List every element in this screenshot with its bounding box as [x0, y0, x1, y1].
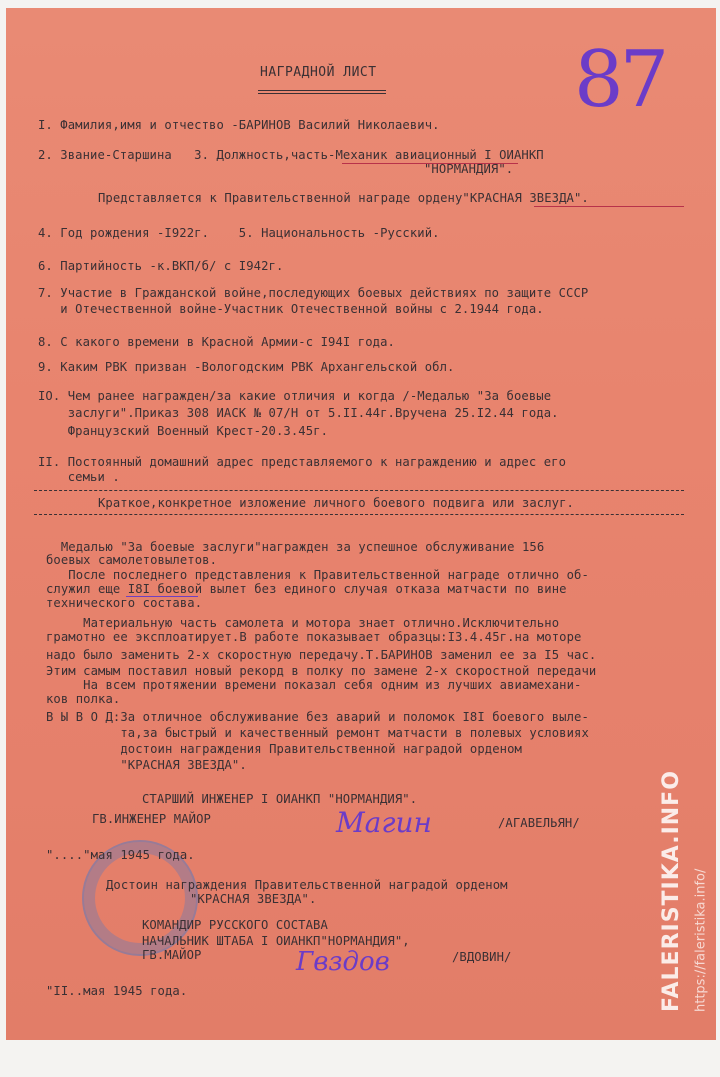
citation-line: служил еще I8I боевой вылет без единого случая отказа матчасти по вине	[46, 582, 567, 596]
field-previous-awards-3: Французский Военный Крест-20.3.45г.	[38, 424, 329, 438]
field-home-address-1: II. Постоянный домашний адрес представляемого к награждению и адрес его	[38, 455, 567, 469]
citation-line: грамотно ее эксплоатирует.В работе показывает образцы:I3.4.45г.на моторе	[46, 630, 582, 644]
field-home-address-2: семьи .	[38, 470, 120, 484]
separator-top	[34, 490, 684, 491]
title-underline	[258, 90, 386, 94]
field-rank-position: 2. Звание-Старшина 3. Должность,часть-Механик авиационный I ОИАНКП	[38, 148, 544, 162]
commander-title-1: КОМАНДИР РУССКОГО СОСТАВА	[142, 918, 328, 932]
citation-line: технического состава.	[46, 596, 203, 610]
conclusion-line: В Ы В О Д:За отличное обслуживание без аварий и поломок I8I боевого выле-	[46, 710, 589, 724]
field-participation-1: 7. Участие в Гражданской войне,последующих боевых действиях по защите СССР	[38, 286, 589, 300]
commander-title-2: НАЧАЛЬНИК ШТАБА I ОИАНКП"НОРМАНДИЯ",	[142, 934, 410, 948]
section-heading-summary: Краткое,конкретное изложение личного боевого подвига или заслуг.	[98, 496, 574, 510]
citation-line: На всем протяжении времени показал себя одним из лучших авиамехани-	[46, 678, 582, 692]
citation-line: Этим самым поставил новый рекорд в полку по замене 2-х скоростной передачи	[46, 664, 597, 678]
date-line-2: "II..мая 1945 года.	[46, 984, 188, 998]
conclusion-line: "КРАСНАЯ ЗВЕЗДА".	[46, 758, 247, 772]
citation-line: ков полка.	[46, 692, 121, 706]
watermark-text: FALERISTIKA.INFO	[659, 770, 684, 1012]
field-nominated-for: Представляется к Правительственной награде ордену"КРАСНАЯ ЗВЕЗДА".	[98, 191, 589, 205]
conclusion-line: та,за быстрый и качественный ремонт матчасти в полевых условиях	[46, 726, 589, 740]
commander-approval-1: Достоин награждения Правительственной наградой орденом	[106, 878, 508, 892]
signature-vdovin: Гвздов	[296, 947, 390, 977]
signer-name-engineer: /АГАВЕЛЬЯН/	[498, 816, 580, 830]
citation-line: Материальную часть самолета и мотора знает отлично.Исключительно	[46, 616, 560, 630]
conclusion-line: достоин награждения Правительственной наградой орденом	[46, 742, 522, 756]
field-participation-2: и Отечественной войне-Участник Отечественной войны с 2.1944 года.	[38, 302, 544, 316]
citation-line: боевых самолетовылетов.	[46, 553, 218, 567]
field-conscription-office: 9. Каким РВК призван -Вологодским РВК Архангельской обл.	[38, 360, 455, 374]
watermark-url: https://faleristika.info/	[693, 868, 708, 1012]
field-previous-awards-1: IO. Чем ранее награжден/за какие отличия и когда /-Медалью "За боевые	[38, 389, 552, 403]
page-number-handwritten: 87	[574, 35, 666, 125]
field-name: I. Фамилия,имя и отчество -БАРИНОВ Василий Николаевич.	[38, 118, 440, 132]
signer-rank-engineer: ГВ.ИНЖЕНЕР МАЙОР	[92, 812, 211, 826]
red-underline-position	[342, 163, 518, 164]
field-unit-normandie: "НОРМАНДИЯ".	[424, 162, 514, 176]
award-sheet	[6, 8, 716, 1040]
signature-agavelyan: Магин	[336, 806, 432, 839]
field-previous-awards-2: заслуги".Приказ 308 ИАСК № 07/Н от 5.II.44г.Вручена 25.I2.44 года.	[38, 406, 559, 420]
field-army-since: 8. С какого времени в Красной Армии-с I94I года.	[38, 335, 395, 349]
signer-title-engineer: СТАРШИЙ ИНЖЕНЕР I ОИАНКП "НОРМАНДИЯ".	[142, 792, 418, 806]
commander-rank: ГВ.МАЙОР	[142, 948, 202, 962]
separator-bottom	[34, 514, 684, 515]
field-party: 6. Партийность -к.ВКП/б/ с I942г.	[38, 259, 284, 273]
field-birth-nationality: 4. Год рождения -I922г. 5. Национальность -Русский.	[38, 226, 440, 240]
commander-name: /ВДОВИН/	[452, 950, 512, 964]
document-title: НАГРАДНОЙ ЛИСТ	[260, 65, 377, 80]
date-line-1: "...."мая 1945 года.	[46, 848, 195, 862]
citation-line: После последнего представления к Правительственной награде отлично об-	[46, 568, 589, 582]
citation-line: надо было заменить 2-х скоростную передачу.Т.БАРИНОВ заменил ее за I5 час.	[46, 648, 597, 662]
citation-line: Медалью "За боевые заслуги"награжден за успешное обслуживание 156	[46, 540, 545, 554]
commander-approval-2: "КРАСНАЯ ЗВЕЗДА".	[190, 892, 317, 906]
red-underline-order	[534, 206, 684, 207]
